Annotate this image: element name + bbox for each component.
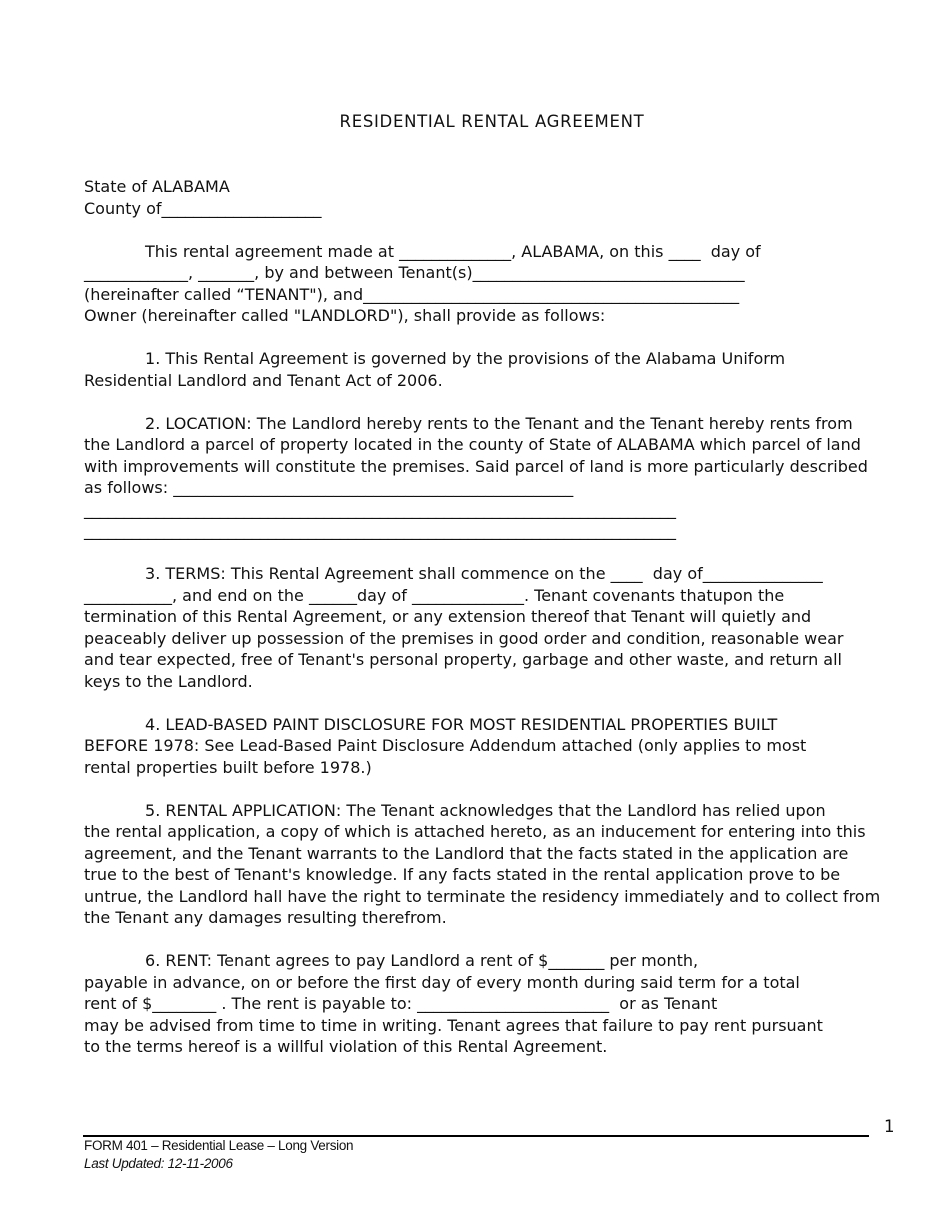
section-3-terms — [84, 563, 888, 692]
paragraph-line: 6. RENT: Tenant agrees to pay Landlord a rent of $_______ per month, — [84, 951, 699, 970]
paragraph-line: 2. LOCATION: The Landlord hereby rents to the Tenant and the Tenant hereby rents from — [84, 413, 853, 433]
page-number: 1 — [884, 1117, 895, 1136]
document-body — [84, 176, 888, 1058]
paragraph-line: the Tenant any damages resulting therefrom. — [84, 908, 447, 927]
paragraph-line: 5. RENTAL APPLICATION: The Tenant acknowledges that the Landlord has relied upon — [84, 800, 826, 820]
intro-paragraph — [84, 241, 888, 327]
paragraph-gap — [84, 778, 888, 800]
paragraph-gap — [84, 219, 888, 241]
footer-form-label: FORM 401 – Residential Lease – Long Version — [84, 1138, 354, 1153]
paragraph-line: BEFORE 1978: See Lead-Based Paint Disclosure Addendum attached (only applies to most — [84, 736, 807, 755]
paragraph-line: termination of this Rental Agreement, or any extension thereof that Tenant will quietly and — [84, 607, 812, 626]
section-5-rental-application — [84, 800, 888, 929]
paragraph-line: Owner (hereinafter called "LANDLORD"), shall provide as follows: — [84, 306, 606, 325]
paragraph-line: _____________, _______, by and between Tenant(s)__________________________________ — [84, 263, 745, 282]
county-line: County of____________________ — [84, 198, 322, 218]
document-title: RESIDENTIAL RENTAL AGREEMENT — [339, 112, 645, 131]
paragraph-gap — [84, 327, 888, 349]
paragraph-line: rental properties built before 1978.) — [84, 757, 372, 777]
paragraph-line: ___________, and end on the ______day of ______________. Tenant covenants thatupon the — [84, 585, 785, 605]
paragraph-line: the Landlord a parcel of property located in the county of State of ALABAMA which parcel of land — [84, 435, 861, 454]
paragraph-line: (hereinafter called “TENANT"), and_______________________________________________ — [84, 284, 740, 304]
paragraph-line: untrue, the Landlord hall have the right to terminate the residency immediately and to collect from — [84, 886, 881, 906]
paragraph-gap — [84, 391, 888, 413]
paragraph-line: This rental agreement made at ______________, ALABAMA, on this ____ day of — [84, 241, 761, 261]
paragraph-line: Residential Landlord and Tenant Act of 2006. — [84, 370, 443, 390]
paragraph-line: to the terms hereof is a willful violation of this Rental Agreement. — [84, 1037, 608, 1056]
paragraph-line: agreement, and the Tenant warrants to the Landlord that the facts stated in the application are — [84, 843, 849, 863]
paragraph-line: may be advised from time to time in writing. Tenant agrees that failure to pay rent pursuant — [84, 1015, 823, 1035]
paragraph-line: and tear expected, free of Tenant's personal property, garbage and other waste, and return all — [84, 650, 842, 669]
paragraph-line: 4. LEAD-BASED PAINT DISCLOSURE FOR MOST RESIDENTIAL PROPERTIES BUILT — [84, 714, 778, 734]
state-line: State of ALABAMA — [84, 177, 230, 196]
section-1-governing-law — [84, 348, 888, 391]
blank-fill-line: __________________________________________________________________________ — [84, 521, 676, 540]
paragraph-line: with improvements will constitute the premises. Said parcel of land is more particularly described — [84, 456, 868, 476]
paragraph-gap — [84, 692, 888, 714]
blank-fill-line: __________________________________________________________________________ — [84, 499, 676, 519]
footer-divider — [83, 1135, 869, 1137]
paragraph-line: peaceably deliver up possession of the premises in good order and condition, reasonable wear — [84, 628, 844, 648]
paragraph-line: 3. TERMS: This Rental Agreement shall commence on the ____ day of_______________ — [84, 564, 823, 583]
section-2-location — [84, 413, 888, 542]
paragraph-line: true to the best of Tenant's knowledge. If any facts stated in the rental application prove to be — [84, 865, 841, 884]
jurisdiction-header — [84, 176, 888, 219]
paragraph-line: keys to the Landlord. — [84, 671, 253, 691]
paragraph-line: as follows: __________________________________________________ — [84, 478, 574, 497]
section-6-rent — [84, 950, 888, 1058]
paragraph-gap — [84, 542, 888, 564]
paragraph-line: payable in advance, on or before the first day of every month during said term for a total — [84, 972, 800, 992]
paragraph-line: rent of $________ . The rent is payable to: ________________________ or as Tenant — [84, 994, 718, 1013]
section-4-lead-paint — [84, 714, 888, 779]
paragraph-line: the rental application, a copy of which is attached hereto, as an inducement for entering into this — [84, 822, 866, 841]
footer-last-updated: Last Updated: 12-11-2006 — [84, 1156, 233, 1171]
paragraph-gap — [84, 929, 888, 951]
paragraph-line: 1. This Rental Agreement is governed by the provisions of the Alabama Uniform — [84, 349, 786, 368]
